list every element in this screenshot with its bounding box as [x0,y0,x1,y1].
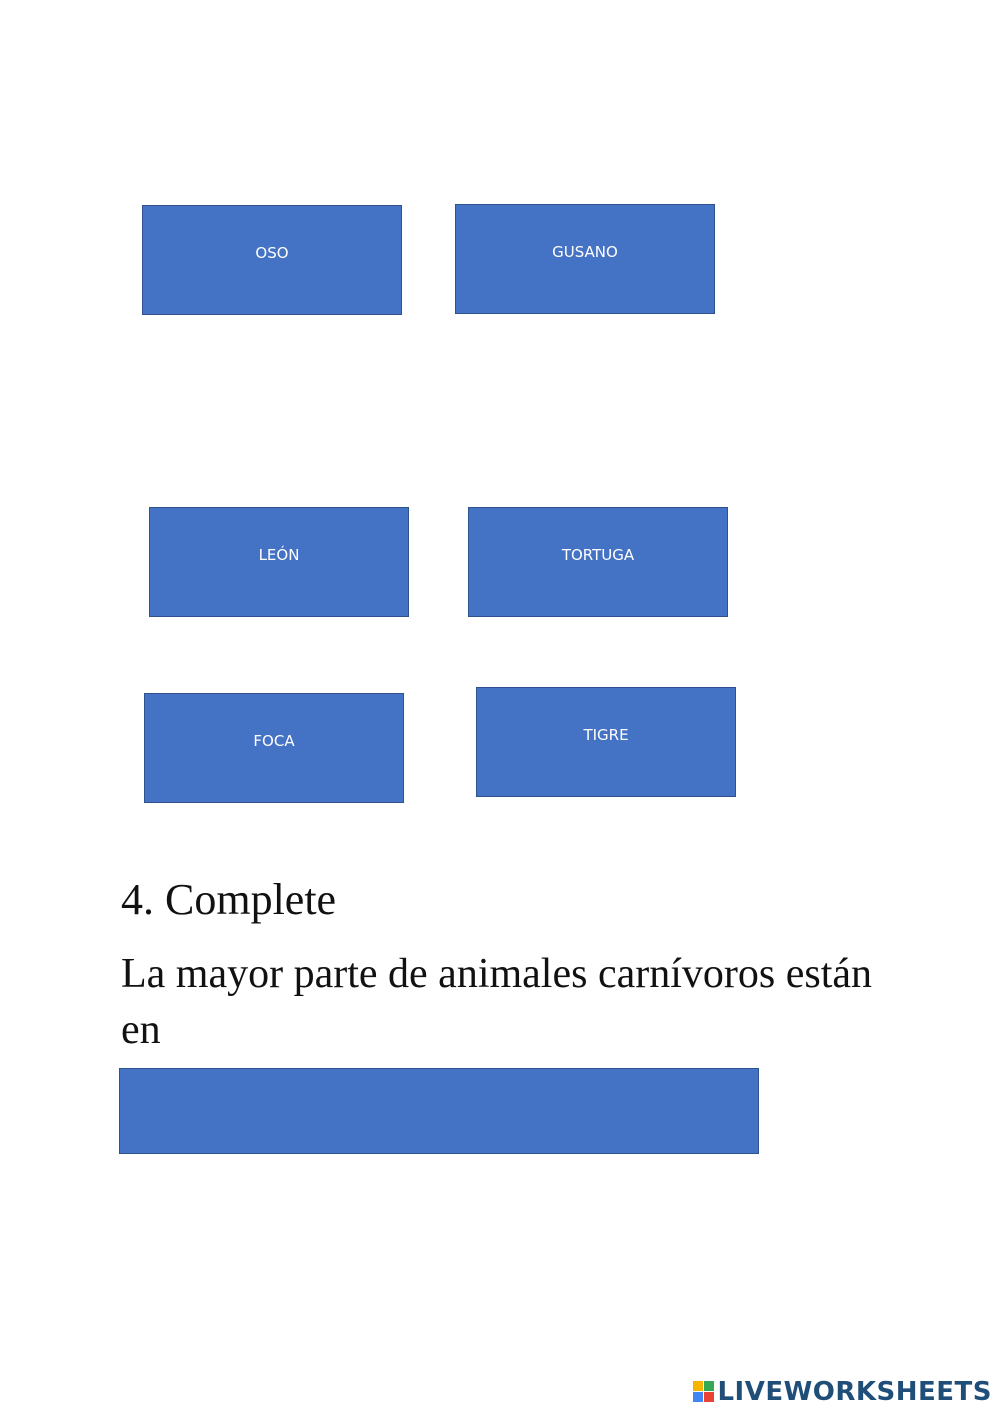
answer-drop-zone[interactable] [119,1068,759,1154]
liveworksheets-logo [693,1377,992,1407]
card-label: LEÓN [258,546,300,564]
card-foca[interactable] [144,693,404,803]
card-label: OSO [255,244,289,262]
card-leon[interactable] [149,507,409,617]
card-tigre[interactable] [476,687,736,797]
question-sentence: La mayor parte de animales carnívoros están en [121,951,873,1053]
card-tortuga[interactable] [468,507,728,617]
card-label: GUSANO [552,243,618,261]
liveworksheets-logo-icon [693,1381,715,1403]
question-heading: 4. Complete [121,875,337,924]
card-label: TIGRE [583,726,629,744]
card-gusano[interactable] [455,204,715,314]
card-label: FOCA [253,732,295,750]
logo-text: LIVEWORKSHEETS [717,1377,992,1407]
card-label: TORTUGA [561,546,635,564]
card-oso[interactable] [142,205,402,315]
